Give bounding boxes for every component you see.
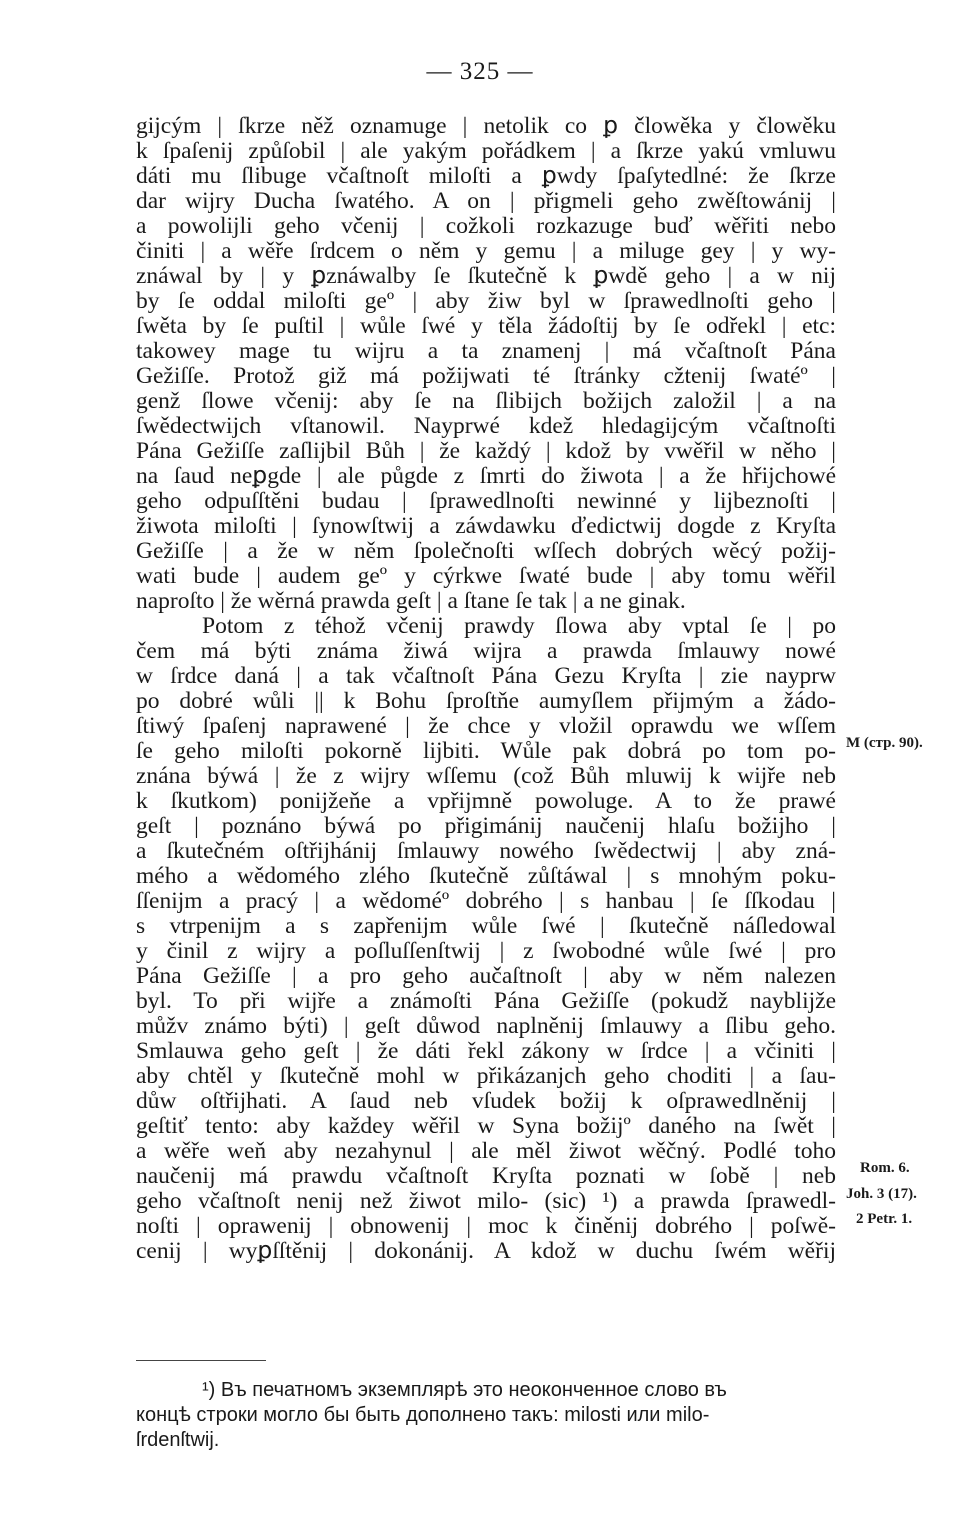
text-line: dar wijry Ducha ſwatého. A on | přigmeli geho zwěſtowánij | [136, 188, 836, 214]
text-line: geſt | poznáno býwá po přigimánij naučenij hlaſu božijho | [136, 813, 836, 839]
footnote-line: концѣ строки могло бы быть дополнено такъ: milosti или milo- [136, 1404, 710, 1426]
paragraph-start-line: Potom z téhož včenij prawdy ſlowa aby vptal ſe | po [202, 613, 836, 639]
marginal-note: Joh. 3 (17). [846, 1186, 917, 1202]
text-line: naproſto | že wěrná prawda geſt | a ſtane ſe tak | a ne ginak. [136, 588, 686, 614]
text-line: takowey mage tu wijru a ta znamenj | má včaſtnoſt Pána [136, 338, 836, 364]
text-line: Pána Gežiſſe | a pro geho aučaſtnoſt | aby w něm nalezen [136, 963, 836, 989]
text-line: k ſpaſenij způſobil | ale yakým pořádkem | a ſkrze yakú vmluwu [136, 138, 836, 164]
text-line: čem má býti známa žiwá wijra a prawda ſmlauwy nowé [136, 638, 836, 664]
page-number: — 325 — [426, 58, 534, 85]
text-line: y činil z wijry a poſluſſenſtwij | z ſwobodné wůle ſwé | pro [136, 938, 836, 964]
text-line: na ſaud neꝑgde | ale půgde z ſmrti do žiwota | a že hřijchowé [136, 463, 836, 489]
text-line: ſtiwý ſpaſenj naprawené | že chce y vložil oprawdu we wſſem [136, 713, 836, 739]
text-line: by ſe oddal miloſti geº | aby žiw byl w ſprawedlnoſti geho | [136, 288, 836, 314]
text-line: geho včaſtnoſt nenij než žiwot milo- (sic) ¹) a prawda ſprawedl- [136, 1188, 836, 1214]
text-line: a ſkutečném oſtřijhánij ſmlauwy nowého ſwědectwij | aby zná- [136, 838, 836, 864]
text-line: a powolijli geho včenij | cožkoli rozkazuge buď wěřiti nebo [136, 213, 836, 239]
text-line: Gežiſſe | a že w něm ſpolečnoſti wſſech dobrých wěcý požij- [136, 538, 836, 564]
text-line: genž ſlowe včenij: aby ſe na ſlibijch božijch založil | a na [136, 388, 836, 414]
text-line: po dobré wůli || k Bohu ſproſtňe aumyſlem přijmým a žádo- [136, 688, 836, 714]
text-line: geſtiť tento: aby každey wěřil w Syna božijº daného na ſwět | [136, 1113, 836, 1139]
text-line: byl. To při wijře a známoſti Pána Gežiſſe (pokudž nayblijže [136, 988, 836, 1014]
text-line: k ſkutkom) ponijžeňe a vpřijmně powoluge. A to že prawé [136, 788, 836, 814]
text-line: žiwota miloſti | ſynowſtwij a záwdawku ďedictwij dogde z Kryſta [136, 513, 836, 539]
text-line: Pána Gežiſſe zaſlijbil Bůh | že každý | kdož by vwěřil w něho | [136, 438, 836, 464]
text-line: cenij | wyꝑſſtěnij | dokonánij. A kdož w duchu ſwém wěřij [136, 1238, 836, 1264]
marginal-note: 2 Petr. 1. [856, 1211, 913, 1227]
text-line: můžv známo býti) | geſt důwod naplněnij ſmlauwy a ſlibu geho. [136, 1013, 836, 1039]
text-line: znána býwá | že z wijry wſſemu (což Bůh mluwij k wijře neb [136, 763, 836, 789]
marginal-note: Rom. 6. [860, 1160, 910, 1176]
text-line: mého a wědomého zlého ſkutečně zůſtáwal | s mnohým poku- [136, 863, 836, 889]
footnote-rule [136, 1360, 266, 1361]
text-line: s vtrpenijm a s zapřenijm wůle ſwé | ſkutečně náſledowal [136, 913, 836, 939]
footnote [136, 1378, 836, 1453]
body-text [136, 114, 836, 1264]
footnote-line: ¹) Въ печатномъ экземплярѣ это неоконченное слово въ [202, 1379, 727, 1401]
text-line: znáwal by | y ꝑznáwalby ſe ſkutečně k ꝑwdě geho | a w nij [136, 263, 836, 289]
marginal-note: M (стр. 90). [846, 735, 923, 751]
text-line: naučenij má prawdu včaſtnoſt Kryſta poznati w ſobě | neb [136, 1163, 836, 1189]
footnote-line: ſrdenſtwij. [136, 1429, 220, 1451]
text-line: aby chtěl y ſkutečně mohl w přikázanjch geho choditi | a ſau- [136, 1063, 836, 1089]
text-line: ſſenijm a pracý | a wědoméº dobrého | s hanbau | ſe ſſkodau | [136, 888, 836, 914]
text-line: w ſrdce daná | a tak včaſtnoſt Pána Gezu Kryſta | zie nayprw [136, 663, 836, 689]
text-line: geho odpuſſtěni budau | ſprawedlnoſti newinné y lijbeznoſti | [136, 488, 836, 514]
text-line: důw oſtřijhati. A ſaud neb vſudek božij k oſprawedlněnij | [136, 1088, 836, 1114]
text-line: ſe geho miloſti pokorně lijbiti. Wůle pak dobrá po tom po- [136, 738, 836, 764]
text-line: ſwěta by ſe puſtil | wůle ſwé y těla žádoſtij by ſe odřekl | etc: [136, 313, 836, 339]
text-line: činiti | a wěře ſrdcem o něm y gemu | a miluge gey | y wy- [136, 238, 836, 264]
text-line: Smlauwa geho geſt | že dáti řekl zákony w ſrdce | a včiniti | [136, 1038, 836, 1064]
text-line: ſwědectwijch vſtanowil. Nayprwé kdež hledagijcým včaſtnoſti [136, 413, 836, 439]
text-line: a wěře weň aby nezahynul | ale měl žiwot wěčný. Podlé toho [136, 1138, 836, 1164]
text-line: wati bude | audem geº y cýrkwe ſwaté bude | aby tomu wěřil [136, 563, 836, 589]
text-line: noſti | oprawenij | obnowenij | moc k činěnij dobrého | poſwě- [136, 1213, 836, 1239]
text-line: Gežiſſe. Protož giž má požijwati té ſtránky cžtenij ſwatéº | [136, 363, 836, 389]
text-line: gijcým | ſkrze něž oznamuge | netolik co ꝑ člowěka y člowěku [136, 113, 836, 139]
text-line: dáti mu ſlibuge včaſtnoſt miloſti a ꝑwdy ſpaſytedlné: že ſkrze [136, 163, 836, 189]
